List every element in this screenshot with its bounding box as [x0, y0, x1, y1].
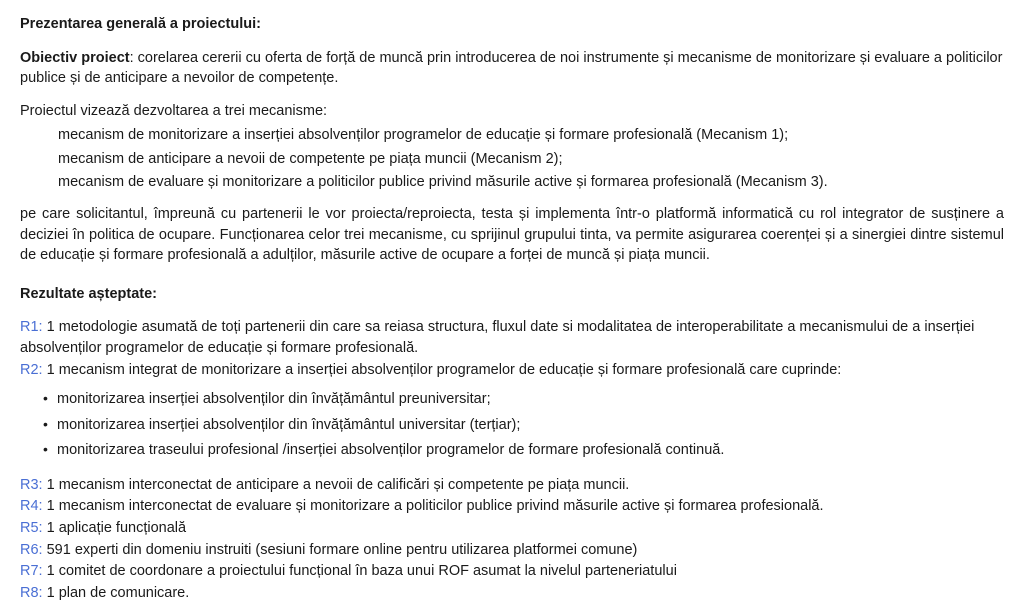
list-item: mecanism de evaluare și monitorizare a politicilor publice privind măsurile active și formarea profesională (Mecanism 3). [58, 174, 828, 191]
list-item: mecanism de monitorizare a inserției absolvenților programelor de educație și formare profesională (Mecanism 1); [58, 127, 789, 144]
result-r2 [20, 360, 1004, 381]
result-code: R4: [20, 498, 43, 515]
result-r5 [20, 518, 1004, 539]
result-text: 1 mecanism integrat de monitorizare a inserției absolvenților programelor de educație și formare profesională care cuprinde: [42, 361, 842, 378]
result-text: 1 mecanism interconectat de anticipare a nevoii de calificări și competente pe piața muncii. [42, 476, 630, 493]
objective-label: Obiectiv proiect [20, 49, 130, 66]
objective-text: : corelarea cererii cu oferta de forță de muncă prin introducerea de noi instrumente și mecanisme de monitorizare și evaluare a politicilor publice și de anticipare a nevoilor de competențe. [20, 49, 1003, 87]
closing-paragraph: pe care solicitantul, împreună cu partenerii le vor proiecta/reproiecta, testa și implementa într-o platformă informatică cu rol integrator de susținere a deciziei în politica de ocupare. Funcționarea celor trei mecanisme, cu sprijinul grupului tinta, va permite asigurarea coerenței și a sinergiei dintre sistemul de educație și formare profesională a adulților, măsurile active de ocupare a forței de muncă și piața muncii. [20, 206, 1004, 264]
page-title: Prezentarea generală a proiectului: [20, 16, 261, 32]
result-text: 591 experti din domeniu instruiti (sesiuni formare online pentru utilizarea platformei comune) [42, 541, 638, 558]
result-code: R1: [20, 319, 43, 336]
result-text: 1 comitet de coordonare a proiectului funcțional în baza unui ROF asumat la nivelul parteneriatului [42, 563, 677, 580]
result-code: R7: [20, 563, 43, 580]
result-code: R5: [20, 519, 43, 536]
list-item: mecanism de anticipare a nevoii de competente pe piața muncii (Mecanism 2); [58, 150, 563, 167]
list-item: • monitorizarea traseului profesional /inserției absolvenților programelor de formare profesională continuă. [57, 440, 1004, 461]
result-text: 1 mecanism interconectat de evaluare și monitorizare a politicilor publice privind măsurile active și formarea profesională. [42, 498, 824, 515]
result-text: 1 aplicație funcțională [42, 519, 187, 536]
result-code: R8: [20, 584, 43, 601]
list-item: • monitorizarea inserției absolvenților din învățământul universitar (terțiar); [57, 415, 1004, 436]
result-code: R6: [20, 541, 43, 558]
result-r8 [20, 583, 1004, 603]
result-text: 1 plan de comunicare. [42, 584, 190, 601]
mechanisms-intro: Proiectul vizează dezvoltarea a trei mecanisme: [20, 102, 328, 119]
objective-paragraph [20, 48, 1004, 89]
result-text: 1 metodologie asumată de toți partenerii din care sa reiasa structura, fluxul date si modalitatea de interoperabilitate a mecanismului de a inserției absolvenților programelor de educație și formare profesională. [20, 319, 975, 356]
result-r3 [20, 475, 1004, 496]
result-code: R3: [20, 476, 43, 493]
results-title: Rezultate așteptate: [20, 285, 157, 302]
mechanisms-list [20, 125, 1004, 193]
result-r1 [20, 317, 1004, 358]
result-r4 [20, 496, 1004, 517]
result-r7 [20, 561, 1004, 582]
result-r6 [20, 540, 1004, 561]
result-code: R2: [20, 361, 43, 378]
list-item: • monitorizarea inserției absolvenților din învățământul preuniversitar; [57, 389, 1004, 410]
r2-bullet-list [20, 389, 1004, 461]
